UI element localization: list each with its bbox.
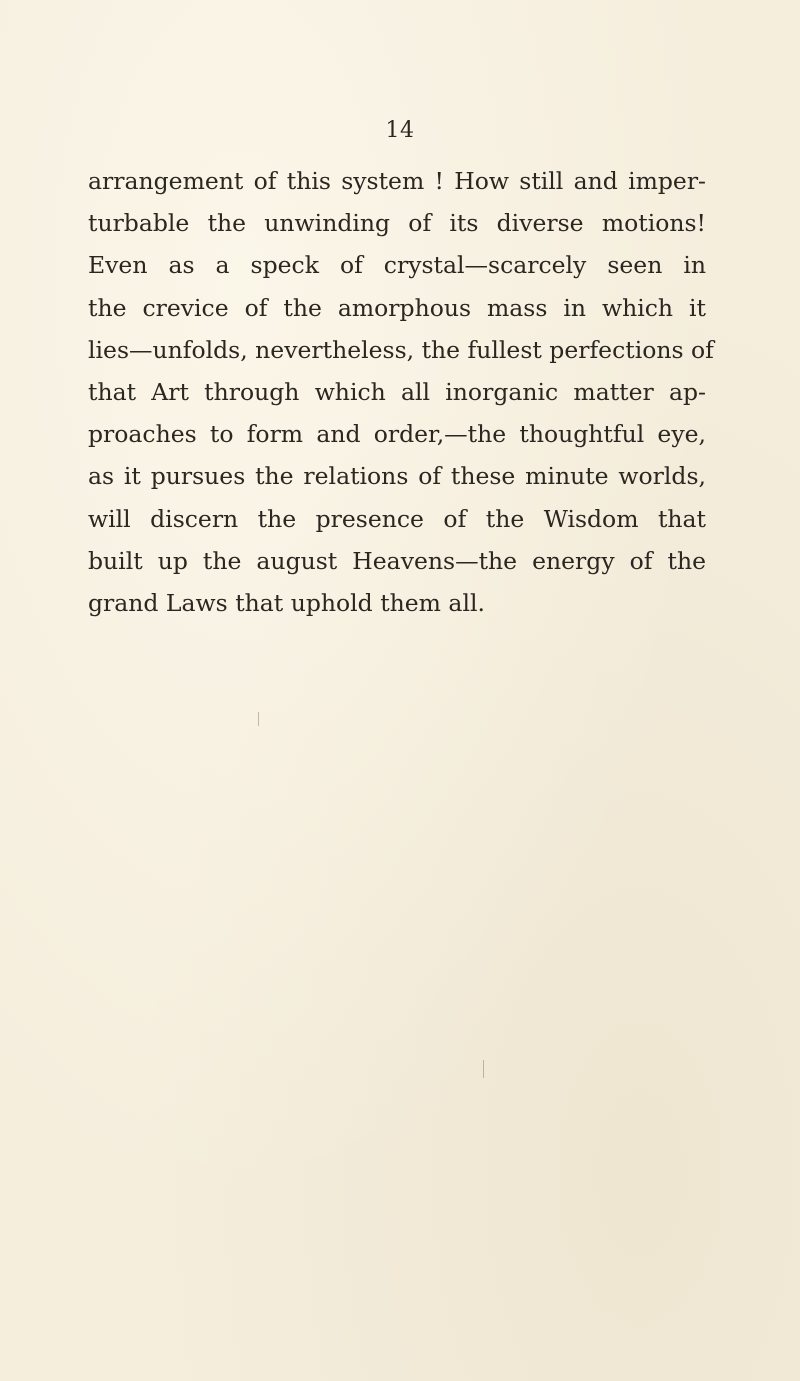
text-line: grand Laws that uphold them all. xyxy=(88,589,485,618)
paper-speck xyxy=(258,712,259,726)
text-line: turbable the unwinding of its diverse motions! xyxy=(88,209,706,238)
text-line: arrangement of this system ! How still and imper- xyxy=(88,167,706,195)
text-line: Even as a speck of crystal—scarcely seen in xyxy=(88,251,706,280)
text-line: that Art through which all inorganic matter ap- xyxy=(88,378,706,407)
text-line: built up the august Heavens—the energy of the xyxy=(88,546,706,575)
paper-speck xyxy=(483,1060,484,1078)
body-paragraph xyxy=(88,160,714,624)
text-line: as it pursues the relations of these minute worlds, xyxy=(88,462,706,491)
page-number: 14 xyxy=(385,118,415,143)
text-line: lies—unfolds, nevertheless, the fullest perfections of xyxy=(88,335,714,364)
text-line: the crevice of the amorphous mass in which it xyxy=(88,293,706,322)
text-line: proaches to form and order,—the thoughtful eye, xyxy=(88,420,706,449)
text-line: will discern the presence of the Wisdom that xyxy=(88,504,706,533)
